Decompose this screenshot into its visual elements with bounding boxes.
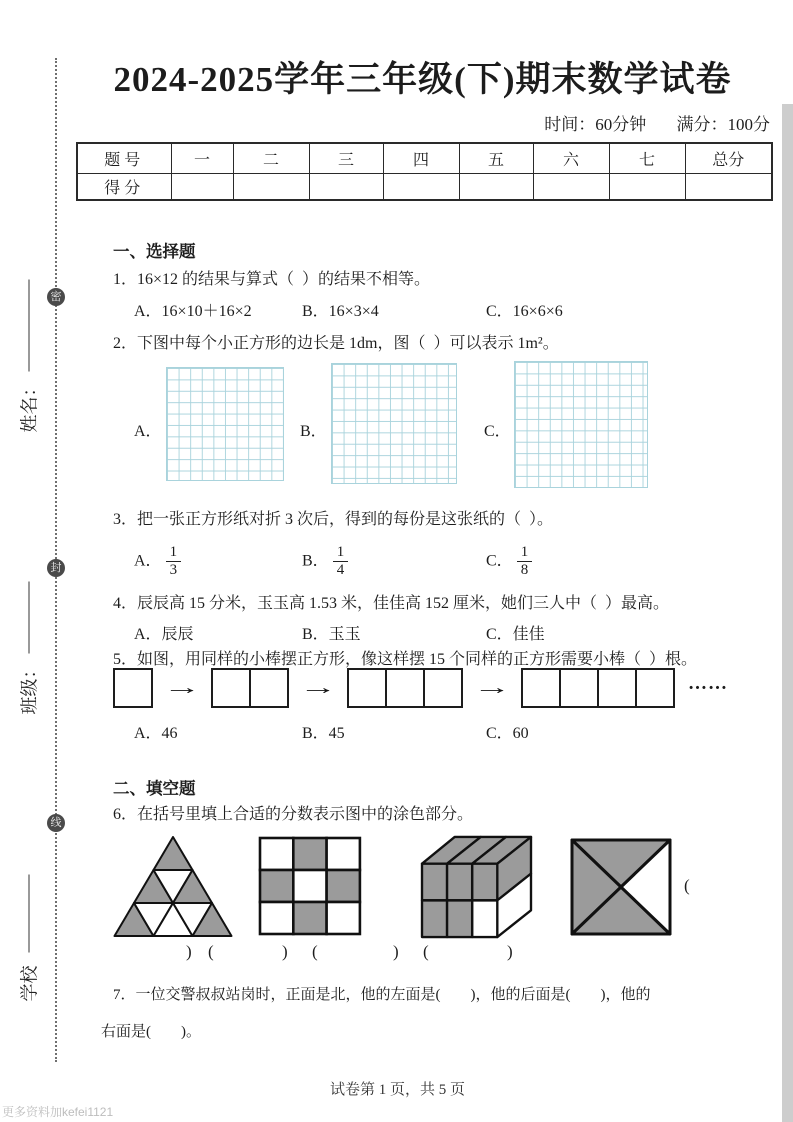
score-header-cell: 三: [309, 143, 383, 174]
fraction-square-figure: [570, 838, 672, 936]
q3-option-b: [302, 544, 348, 580]
score-blank-cell: [533, 174, 609, 201]
q2-label-b: B．: [300, 423, 327, 440]
score-header-cell: 总分: [685, 143, 772, 174]
fraction: [517, 544, 533, 580]
unshaded-cell: [472, 900, 497, 937]
shaded-cell: [260, 870, 293, 902]
q7-text-line1: 7．一位交警叔叔站岗时，正面是北，他的左面是( )，他的后面是( )，他的: [113, 987, 651, 1003]
score-blank-cell: [685, 174, 772, 201]
unshaded-cell: [260, 902, 293, 934]
score-row-label: 得分: [77, 174, 171, 201]
q5-option-b: B．45: [302, 725, 345, 742]
shaded-cell: [327, 870, 360, 902]
fraction-numerator: 1: [166, 544, 182, 562]
fraction-cube-figure: [418, 833, 535, 941]
stick-square: [521, 668, 561, 708]
q6-paren: ): [507, 942, 513, 961]
name-blank-line: [28, 280, 29, 372]
page-title: 2024-2025学年三年级(下)期末数学试卷: [113, 60, 732, 99]
score-header-cell: 四: [383, 143, 459, 174]
q5-option-a: A．46: [134, 725, 178, 742]
shaded-cell: [154, 837, 193, 870]
q2-grid-a: [166, 367, 284, 481]
fraction-numerator: 1: [333, 544, 349, 562]
fraction-denominator: 4: [336, 562, 345, 579]
square-group-3: [347, 668, 463, 708]
q6-paren: (: [423, 942, 429, 961]
school-blank-line: [28, 875, 29, 953]
score-blank-cell: [383, 174, 459, 201]
school-label: 学校: [19, 965, 40, 1002]
watermark-text: 更多资料加kefei1121: [2, 1105, 114, 1119]
school-field-wrap: [0, 905, 112, 1002]
square-group-1: [113, 668, 153, 708]
seal-char-feng: 封: [47, 559, 65, 577]
q6-paren: (: [312, 942, 318, 961]
full-score: 满分：100分: [676, 115, 770, 134]
shaded-cell: [447, 900, 472, 937]
section-one-title: 一、选择题: [113, 243, 196, 261]
stick-square: [423, 668, 463, 708]
q1-option-b: B．16×3×4: [302, 303, 379, 320]
score-header-cell: 五: [459, 143, 533, 174]
stick-square: [559, 668, 599, 708]
score-blank-cell: [609, 174, 685, 201]
q2-grid-c: [514, 361, 648, 488]
q1-option-c: C．16×6×6: [486, 303, 563, 320]
q5-option-c: C．60: [486, 725, 529, 742]
shaded-cell: [447, 864, 472, 901]
school-field: [16, 835, 42, 1002]
q4-option-b: B．玉玉: [302, 626, 361, 643]
fraction-denominator: 8: [520, 562, 529, 579]
q4-option-c: C．佳佳: [486, 626, 545, 643]
stick-square: [113, 668, 153, 708]
stick-squares-figure: [113, 668, 728, 708]
seal-char-mi: 密: [47, 288, 65, 306]
stick-square: [635, 668, 675, 708]
unshaded-cell: [293, 870, 326, 902]
score-blank-cell: [171, 174, 233, 201]
score-blank-cell: [459, 174, 533, 201]
name-field: [16, 256, 42, 433]
q3-text: 3．把一张正方形纸对折 3 次后，得到的每份是这张纸的（ ）。: [113, 511, 554, 528]
section-two-title: 二、填空题: [113, 780, 196, 798]
q5-text: 5．如图，用同样的小棒摆正方形，像这样摆 15 个同样的正方形需要小棒（ ）根。: [113, 651, 698, 668]
score-header-cell: 一: [171, 143, 233, 174]
q4-option-a: A．辰辰: [134, 626, 194, 643]
class-field-wrap: [0, 618, 112, 715]
q1-option-a: A．16×10＋16×2: [134, 303, 252, 320]
square-group-2: [211, 668, 289, 708]
q3-option-a: [134, 544, 181, 580]
score-table-score-row: [77, 174, 772, 201]
class-label: 班级：: [19, 660, 40, 715]
fraction-numerator: 1: [517, 544, 533, 562]
q2-text: 2．下图中每个小正方形的边长是 1dm，图（ ）可以表示 1m²。: [113, 335, 559, 352]
stick-square: [249, 668, 289, 708]
stick-square: [347, 668, 387, 708]
time-limit: 时间：60分钟: [544, 115, 647, 134]
score-header-cell: 题号: [77, 143, 171, 174]
score-header-cell: 二: [233, 143, 309, 174]
q3-option-c-label: C．: [486, 552, 513, 570]
shaded-cell: [293, 838, 326, 870]
q6-text: 6．在括号里填上合适的分数表示图中的涂色部分。: [113, 806, 474, 823]
q3-option-c: [486, 544, 532, 580]
page-footer: 试卷第 1 页，共 5 页: [329, 1082, 465, 1098]
scan-edge-strip: [782, 104, 793, 1122]
shaded-cell: [422, 900, 447, 937]
name-label: 姓名：: [19, 378, 40, 433]
q6-paren: ): [186, 942, 192, 961]
stick-square: [385, 668, 425, 708]
q3-option-b-label: B．: [302, 552, 329, 570]
seal-char-xian: 线: [47, 814, 65, 832]
arrow-right-icon: →: [163, 676, 201, 699]
arrow-right-icon: →: [299, 676, 337, 699]
q7-text-line2: 右面是( )。: [101, 1024, 201, 1040]
square-group-4: [521, 668, 675, 708]
unshaded-cell: [327, 902, 360, 934]
q4-text: 4．辰辰高 15 分米，玉玉高 1.53 米，佳佳高 152 厘米，她们三人中（ ）最高。: [113, 595, 670, 612]
q1-text: 1．16×12 的结果与算式（ ）的结果不相等。: [113, 271, 431, 288]
arrow-right-icon: →: [473, 676, 511, 699]
class-blank-line: [28, 582, 29, 654]
score-header-cell: 六: [533, 143, 609, 174]
q6-paren: (: [208, 942, 214, 961]
unshaded-cell: [260, 838, 293, 870]
stick-square: [597, 668, 637, 708]
score-blank-cell: [309, 174, 383, 201]
shaded-cell: [422, 864, 447, 901]
score-header-cell: 七: [609, 143, 685, 174]
fraction-triangle-figure: [113, 834, 233, 938]
score-blank-cell: [233, 174, 309, 201]
q2-grid-b: [331, 363, 457, 484]
fraction: [166, 544, 182, 580]
fraction-grid-figure: [258, 836, 362, 936]
unshaded-cell: [327, 838, 360, 870]
q6-paren: ): [282, 942, 288, 961]
q3-option-a-label: A．: [134, 552, 162, 570]
stick-square: [211, 668, 251, 708]
q6-side-open-paren: (: [684, 876, 690, 895]
score-table: [76, 142, 773, 201]
q2-label-a: A．: [134, 423, 162, 440]
fraction: [333, 544, 349, 580]
fraction-denominator: 3: [169, 562, 178, 579]
name-field-wrap: [0, 331, 117, 433]
ellipsis-dots: ……: [688, 673, 728, 694]
q6-paren: ): [393, 942, 399, 961]
shaded-cell: [293, 902, 326, 934]
score-table-header-row: [77, 143, 772, 174]
exam-meta: [75, 110, 770, 135]
class-field: [16, 548, 42, 715]
q2-label-c: C．: [484, 423, 511, 440]
shaded-cell: [472, 864, 497, 901]
